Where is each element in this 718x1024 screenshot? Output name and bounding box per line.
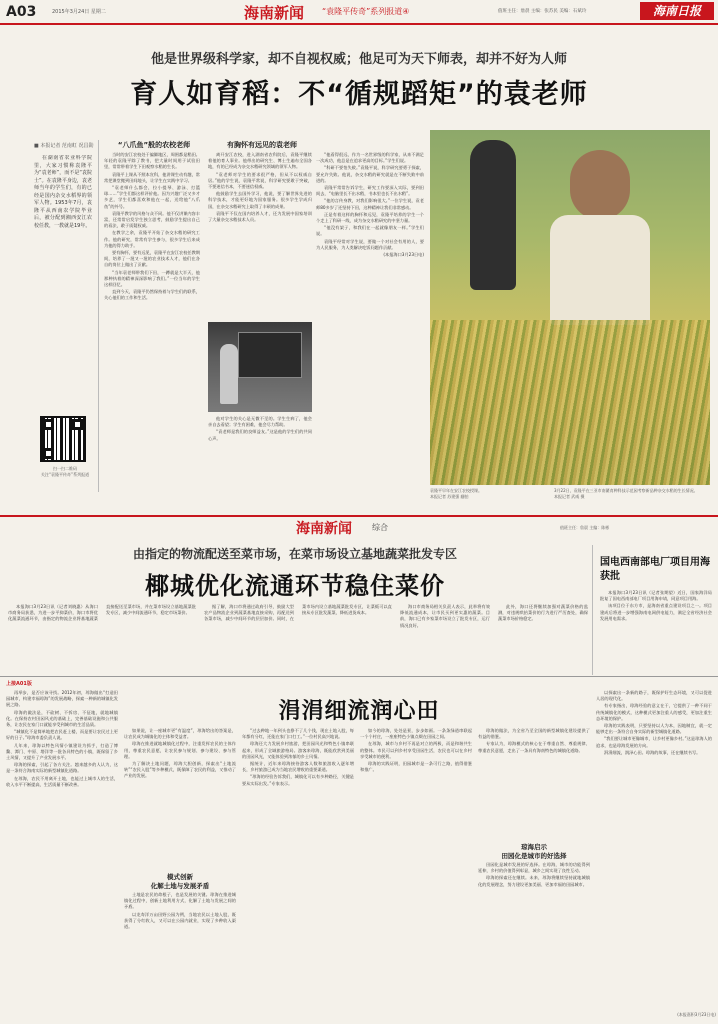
section2-rule [0,515,718,517]
page-number: A03 [6,4,37,20]
story1-lead-column [34,155,92,405]
person-right-head [570,150,630,220]
story3-sub2: 琼海启示 田园化是城市的好选择 [501,843,567,860]
divider [98,140,99,492]
story1-lead: 在湖南省农业科学院里，大家习惯称袁隆平为“袁老师”，而不是“袁院士”。在袁隆平身边，袁老师当年的学生们，有的已经是国内杂交水稻界的领军人物。1953年7月，袁隆平从西南农学院毕业后，被分配到湘西安江农校任教，一教就是19年。 [34,155,92,229]
story2-title: 椰城优化流通环节稳住菜价 [145,572,445,600]
person-left [470,140,516,290]
teacher-figure [220,344,238,404]
section2-editors: 值班主任：詹晨 主编：陈彬 [560,525,610,530]
qr-finder-tr [72,419,83,430]
story3-col-b: 如果说，让一座城市更“有温度”，琼海给出的答案是，让农民成为城镇化的主体和受益者。 琼海在推进就地城镇化过程中，注重发挥农民的主体作用，尊重农民意愿，让农民参与规划、参与建设、参与管理。 为了解决土地问题，琼海大胆创新，探索出“土地流转”“农民入股”等多种模式，既保障了农民的利益，又推动了产业的发展。 [124,728,236,779]
story2-lead: 本报海口3月23日讯（记者刘晓惠）从海口市商务局获悉，为进一步平抑菜价，海口市将优化蔬菜流通环节，由指定的物流企业将基地蔬菜直接配送至菜市场，并在菜市场设立基地蔬菜批发专区，减少中间流通环节，稳定市场菜价。 [8,604,196,622]
story3-rule [0,676,718,677]
section-title: 海南新闻 [244,4,305,22]
blackboard [238,332,302,378]
story1-sub1: “八爪鱼”般的农校老师 [117,141,191,149]
qr-finder-bl [43,448,54,459]
story1-sub2: 有胸怀有远见的袁老师 [227,141,297,149]
story1-kicker: 他是世界级科学家，却不自视权威；他足可为天下师表，却并不好为人师 [150,52,567,67]
story3-lead: 再举步，是否应该寻找。2012年初，琼海做出“打造田园城市，构建幸福琼海”的发展战略，探索一种新的城镇化发展之路。 [6,690,118,708]
story3-col-f: 以探索出一条新的路子，既保护好生态环境，又可以促进人居的现代化。 有专家指出，琼海经验的意义在于，它提供了一种不同于传统城镇化的模式，这种模式更加注重人的感受，更加注重生态环境的保护。 琼海的实践表明，只要坚持以人为本，因地制宜，就一定能够走出一条符合自身实际的新型城镇化道路。 “我们要让城市更像城市，让乡村更像乡村。”这是琼海人的追求，也是琼海发展的方向。 涓涓细流，润泽心田。琼海的故事，还在继续书写。 [596,690,712,755]
story3-title: 涓涓细流润心田 [278,699,440,724]
story1-col-a: 当时的安江农校处于偏僻地区，周围都是稻田。年轻的袁隆平除了教书，把大量时间用于试验田里，常常带着学生下田观察水稻的生长。 袁隆平上课从不照本宣科，他讲课生动有趣，常常把课堂搬到田间地头，让学生在实践中学习。 “袁老师什么都会，拉小提琴、游泳、打篮球……”学生们都这样评价他。因为兴趣广泛又多才多艺，学生们都喜欢和他在一起，送给他“八爪鱼”的外号。 袁隆平教学的风格与众不同。他不仅讲课内容丰富，还常常启发学生独立思考，鼓励学生提出自己的看法，敢于质疑权威。 在教学之余，袁隆平开始了杂交水稻的研究工作。他的研究，常常有学生参与，很多学生后来成为他的得力助手。 要有胸怀，要有远见，袁隆平在安江农校任教期间，培养了一批又一批的农业技术人才，他们在各自的岗位上做出了贡献。 “当年袁老师带我们下田，一蹲就是大半天，他那种执着的精神深深影响了我们。”一位当年的学生这样回忆。 直到今天，袁隆平仍然保持着与学生们的联系，关心他们的工作和生活。 [104,152,200,301]
story1-byline: ■ 本报记者 范南虹 况昌勋 [34,143,94,149]
photo1-caption: 袁隆平早年在安江农校授课。 本报记者 苏建强 翻拍 [430,488,482,499]
story1-col-b: 离开安江农校，进入湖南省农科院后，袁隆平继续着他的育人事业。他带出的研究生、博士生遍布全国各地，有的已经成为杂交水稻研究领域的领军人物。 “袁老师对学生的要求很严格，但从不以权威自居。”他的学生说，袁隆平常说，科学研究要敢于突破，不要迷信书本，不要迷信权威。 他鼓励学生去国外学习，他说，要了解世界先进的科学技术，才能更好地为国家服务。很多学生学成归国，在杂交水稻研究上取得了丰硕的成果。 袁隆平不仅在国内培养人才，还为发展中国家培训了大量杂交水稻技术人员。 [208,152,312,223]
photo-field [430,130,710,485]
section2-title: 海南新闻 [296,521,352,537]
story3-corner-tag: 上接A01版 [6,681,32,687]
story3-col-c: “过去种地一年到头也挣不了几个钱，现在土地入股，每年都有分红，还能在家门口打工。”一位村民高兴地说。 琼海还大力发展乡村旅游，把田园风光和特色小镇串联起来，形成了全域旅游格局。游客来琼海，既能欣赏到美丽的田园风光，又能体验到浓郁的乡土风情。 据统计，近年来琼海接待游客人数和旅游收入逐年增长，乡村旅游已成为当地农民增收的重要渠道。 “琼海的经验告诉我们，城镇化可以有多种路径，关键是要从实际出发。”专家表示。 [242,728,354,786]
rice-panicles [430,320,710,485]
page-date: 2015年3月24日 星期二 [52,9,106,15]
series-title: “袁隆平传奇”系列报道④ [322,7,410,16]
story1-col-c: 他对学生的关心是无微不至的。学生生病了，他会亲自去看望；学生有困难，他会尽力帮助。 “袁老师是我们的良师益友。”这是他的学生们的共同心声。 [208,416,312,441]
person-right-body [550,215,650,325]
story3-sub1: 模式创新 化解土地与发展矛盾 [150,873,210,890]
header-editors: 值班主任：詹晨 主编：张苏民 美编：石斌玲 [498,9,587,14]
photo2-caption: 3月22日，袁隆平在三亚市南繁育种科技示范园考察新品种杂交水稻的生长情况。 本报记者 武威 摄 [554,488,698,499]
qr-caption: 扫一扫二维码 关注“袁隆平传奇”系列报道 [40,466,90,477]
story1-end-note: (本报海口3月23日电) [383,252,424,258]
story2-body: 本报海口3月23日讯（记者刘晓惠）从海口市商务局获悉，为进一步平抑菜价，海口市将优化蔬菜流通环节，由指定的物流企业将基地蔬菜直接配送至菜市场，并在菜市场设立基地蔬菜批发专区，减少中间流通环节，稳定市场菜价。 据了解，海口市将通过政府引导，鼓励大型农产品物流企业到蔬菜基地直接采购，再配送到各菜市场，减少中间环节的层层加价。同时，在菜市场内设立基地蔬菜批发专区，让菜贩可以直接从专区批发蔬菜，降低进货成本。 海口市商务局相关负责人表示，此举将有效降低流通成本，让市民买到更实惠的蔬菜。目前，海口已有多家菜市场设立了批发专区，运行情况良好。 此外，海口还将继续加强对蔬菜价格的监测，对违规哄抬菜价的行为进行严厉查处，确保蔬菜市场价格稳定。 [8,604,588,628]
story3-col-e2: 田园化是城市发展的好选择。在琼海，城市的功能得到延伸，乡村的价值得到彰显，城乡之间实现了良性互动。 琼海的探索还在继续。未来，琼海将继续坚持就地城镇化的发展理念，努力建设更加美丽、更加幸福的田园城市。 [478,862,590,887]
masthead-text: 海南日报 [652,4,701,18]
section2-tag: 综合 [372,523,388,532]
story2-kicker: 由指定的物流配送至菜市场，在菜市场设立基地蔬菜批发专区 [132,547,457,561]
story3-col-a: 再举步，是否应该寻找。2012年初，琼海做出“打造田园城市，构建幸福琼海”的发展战略，探索一种新的城镇化发展之路。 琼海的做法是，不砍树、不拆房、不征地，就地城镇化。在保持农村田园风光的基础上，完善基础设施和公共服务，让农民在家门口就能享受到城市的生活品质。 “城镇化不是简单地把农民赶上楼，而是要让农民过上更好的日子。”琼海市委负责人说。 几年来，琼海以特色风情小镇建设为抓手，打造了博鳌、潭门、中原、塔洋等一批各具特色的小镇，既保留了乡土风情，又提升了产业发展水平。 琼海的探索，引起了各方关注。越来越多的人认为，这是一条符合海南实际的新型城镇化道路。 在琼海，农民不用离开土地，也能过上城市人的生活，收入水平不断提高，生活质量不断改善。 [6,690,118,787]
page-header [0,0,718,22]
story1-title: 育人如育稻：不“循规蹈矩”的袁老师 [130,79,588,110]
side-story-title: 国电西南部电厂项目用海获批 [600,557,710,582]
qr-code [40,416,86,462]
qr-finder-tl [43,419,54,430]
story1-col-d: “他看得很远，作为一名世界级的科学家，从来不满足一次成功，他总是在追求更高的目标。”学生们说。 “科研不要怕失败。”袁隆平说，科学研究要勇于探索，要允许失败。他说，杂交水稻的研究就是在不断失败中前进的。 袁隆平常常告诉学生，研究工作要深入实际，要到田间去，“电脑里长不出水稻，书本里也长不出水稻”。 “他的言传身教，对我们影响很大。”一位学生说，袁老师80多岁了还坚持下田，这种精神让我们非常感动。 正是有着这样的胸怀和远见，袁隆平培养的学生一个个走上了科研一线，成为杂交水稻研究的中坚力量。 “他没有架子，和我们在一起就像朋友一样。”学生们说。 袁隆平经常对学生说，要做一个对社会有用的人，要为人民服务，为人类解决吃饭问题作贡献。 (本报海口3月23日电) [316,152,424,258]
story3-col-b2: 土地是农民的命根子，也是发展的关键。琼海在推进城镇化过程中，创新土地利用方式，化解了土地与发展之间的矛盾。 以龙寿洋万亩田野公园为例，当地农民以土地入股，既获得了分红收入，又可以在公园内就业，实现了多种收入渠道。 [124,892,236,930]
story3-col-d: 如今的琼海，处处是景，步步如画。一条条绿道串联起一个个村庄，一座座特色小镇点缀在田园之间。 在琼海，城市与乡村不再是对立的两极，而是和谐共生的整体。市民可以到乡村享受田园生活，农民也可以在乡村享受城市的便利。 琼海的实践证明，田园城市是一条可行之路，值得借鉴和推广。 [360,728,472,773]
side-story-body: 本报海口3月23日讯（记者张期望）近日，国家海洋局批复了国电西南部电厂项目用海申请，同意项目用海。 该项目位于东方市，是海南省重点建设项目之一。项目建成后将进一步增强海南电网供电能力，满足全省经济社会发展用电需求。 [600,590,712,621]
header-rule [0,23,718,25]
story3-end-note: (本报嘉积3月23日电) [677,1012,716,1017]
divider [592,545,593,675]
photo-classroom [208,322,312,412]
story3-col-e: 琼海的做法，为全省乃至全国的新型城镇化建设提供了有益的借鉴。 专家认为，琼海模式的核心在于尊重自然、尊重规律、尊重农民意愿，走出了一条具有海南特色的城镇化道路。 [478,728,590,753]
masthead-logo [640,2,714,20]
